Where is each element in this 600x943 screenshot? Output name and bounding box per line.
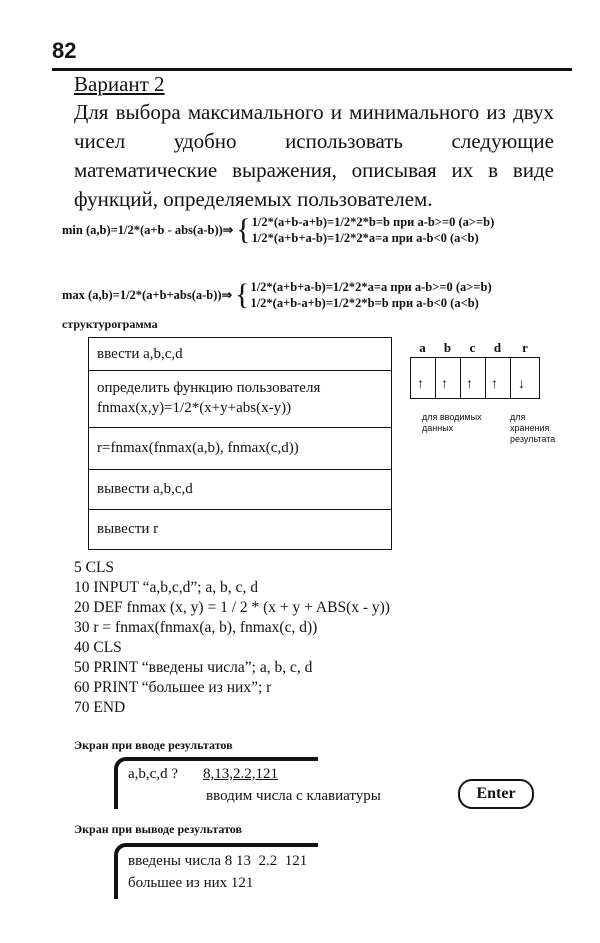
output-line-1: введены числа 8 13 2.2 121 — [128, 853, 308, 869]
code-line: 20 DEF fnmax (x, y) = 1 / 2 * (x + y + ABS(x - y)) — [74, 599, 390, 616]
result-note: для хранения результата — [510, 412, 556, 444]
input-note: для вводимых данных — [422, 412, 482, 433]
max-formula-lhs: max (a,b)=1/2*(a+b+abs(a-b))⇒ — [62, 288, 233, 302]
structurogram-cell: определить функцию пользователя fnmax(x,y)=1/2*(x+y+abs(x-y)) — [89, 371, 391, 428]
arrow-up-icon: ↑ — [466, 377, 473, 392]
code-line: 50 PRINT “введены числа”; a, b, c, d — [74, 659, 313, 676]
arrow-up-icon: ↑ — [441, 377, 448, 392]
variant-title: Вариант 2 — [74, 72, 165, 96]
max-case-2: 1/2*(a+b-a+b)=1/2*2*b=b при a-b<0 (a<b) — [250, 296, 479, 310]
arrow-down-icon: ↓ — [518, 377, 525, 392]
code-line: 5 CLS — [74, 559, 115, 576]
input-prompt: a,b,c,d ? — [128, 766, 178, 782]
enter-key-icon: Enter — [458, 779, 534, 809]
intro-paragraph: Для выбора максимального и минимального из двух чисел удобно использовать следующие математические выражения, описывая их в виде функций, определяемых пользователем. — [74, 100, 554, 211]
page-number: 82 — [52, 38, 77, 63]
memory-diagram — [410, 340, 560, 444]
code-line: 10 INPUT “a,b,c,d”; a, b, c, d — [74, 579, 258, 596]
min-case-2: 1/2*(a+b+a-b)=1/2*2*a=a при a-b<0 (a<b) — [251, 231, 479, 245]
brace-icon: { — [236, 213, 251, 246]
basic-code — [74, 558, 390, 718]
code-line: 30 r = fnmax(fnmax(a, b), fnmax(c, d)) — [74, 619, 318, 636]
input-screen-title: Экран при вводе результатов — [74, 738, 233, 752]
code-line: 70 END — [74, 699, 126, 716]
output-line-2: большее из них 121 — [128, 875, 254, 891]
structurogram-cell: ввести a,b,c,d — [89, 338, 391, 371]
max-case-1: 1/2*(a+b+a-b)=1/2*2*a=a при a-b>=0 (a>=b) — [250, 280, 492, 294]
code-line: 60 PRINT “большее из них”; r — [74, 679, 272, 696]
min-formula-lhs: min (a,b)=1/2*(a+b - abs(a-b))⇒ — [62, 223, 234, 237]
var-label: b — [443, 340, 452, 355]
structurogram-cell: вывести r — [97, 521, 159, 537]
header-rule — [52, 68, 572, 71]
var-label: a — [419, 340, 426, 355]
min-case-1: 1/2*(a+b-a+b)=1/2*2*b=b при a-b>=0 (a>=b) — [251, 215, 495, 229]
structurogram-cell: r=fnmax(fnmax(a,b), fnmax(c,d)) — [89, 428, 391, 470]
output-screen-title: Экран при выводе результатов — [74, 822, 242, 836]
typed-values: 8,13,2.2,121 — [203, 766, 278, 782]
input-note: вводим числа с клавиатуры — [206, 788, 381, 804]
var-label: d — [493, 340, 502, 355]
structurogram-title: структурограмма — [62, 317, 158, 331]
min-formula — [62, 214, 494, 246]
structurogram-cell: вывести a,b,c,d — [89, 470, 391, 510]
max-formula — [62, 279, 492, 311]
structurogram — [88, 337, 392, 550]
arrow-up-icon: ↑ — [417, 377, 424, 392]
brace-icon: { — [235, 278, 250, 311]
arrow-up-icon: ↑ — [491, 377, 498, 392]
var-label: r — [522, 340, 528, 355]
var-label: c — [469, 340, 476, 355]
code-line: 40 CLS — [74, 639, 122, 656]
